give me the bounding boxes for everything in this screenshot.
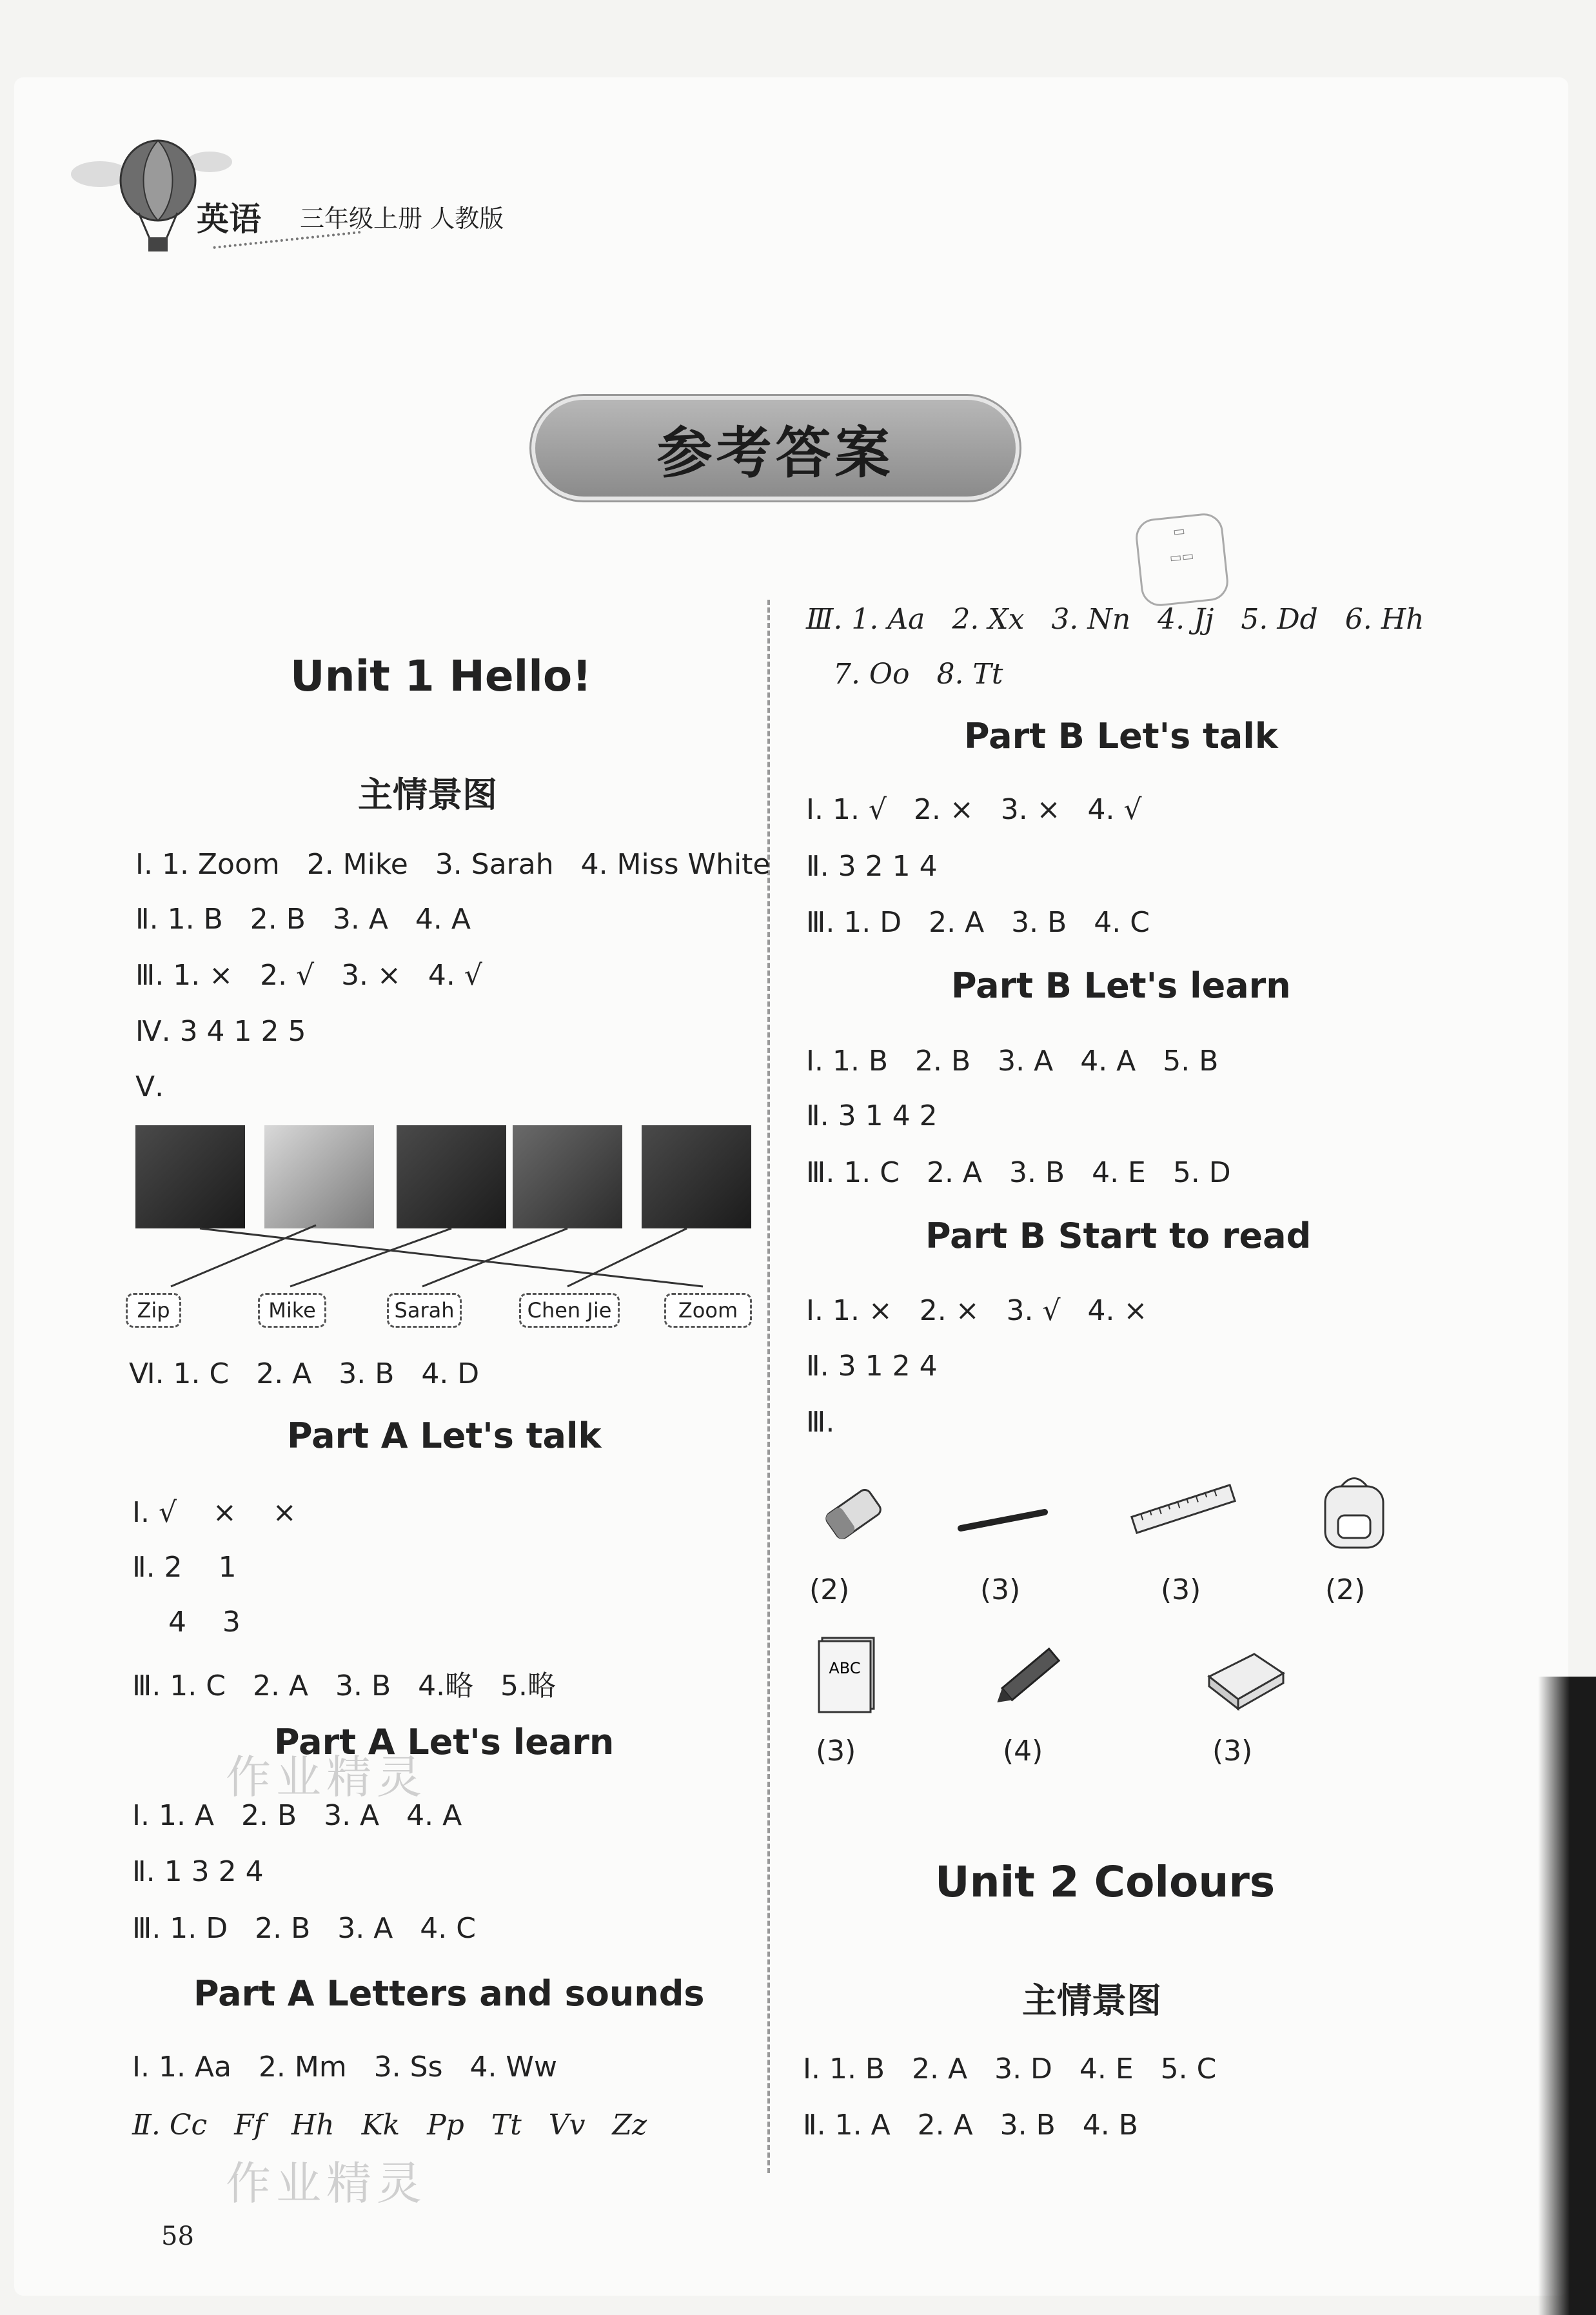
crayon-icon — [987, 1635, 1077, 1712]
unit-title: Unit 1 Hello! — [290, 651, 592, 701]
match-label: Mike — [258, 1293, 326, 1328]
answer-line: Ⅱ. 3 1 2 4 — [806, 1350, 938, 1383]
answer-line: Ⅴ. — [135, 1070, 164, 1103]
subject-label: 英语 — [197, 200, 261, 238]
syllable-count: (2) — [1325, 1573, 1366, 1606]
watermark: 作业精灵 — [226, 2157, 427, 2210]
answer-line-handwriting: Ⅲ. 1. Aa 2. Xx 3. Nn 4. Jj 5. Dd 6. Hh — [806, 603, 1424, 636]
answer-line: Ⅱ. 1. B 2. B 3. A 4. A — [135, 903, 471, 936]
answer-line: Ⅵ. 1. C 2. A 3. B 4. D — [129, 1357, 480, 1390]
section-title: Part B Let's learn — [951, 965, 1291, 1006]
syllable-count: (2) — [809, 1573, 850, 1606]
answer-line: Ⅱ. 3 2 1 4 — [806, 850, 938, 883]
page-number: 58 — [161, 2221, 194, 2251]
section-title: 主情景图 — [1022, 1980, 1161, 2021]
section-title: Part A Let's talk — [287, 1415, 602, 1456]
stamp-icon: ▭ ▭▭ — [1134, 511, 1230, 607]
syllable-count: (3) — [1212, 1735, 1253, 1768]
syllable-count: (3) — [816, 1735, 856, 1768]
answer-line: Ⅰ. 1. A 2. B 3. A 4. A — [132, 1799, 462, 1832]
answer-line: Ⅲ. 1. × 2. √ 3. × 4. √ — [135, 959, 482, 992]
answer-line: Ⅰ. √ × × — [132, 1496, 297, 1529]
svg-text:ABC: ABC — [829, 1659, 861, 1677]
answer-line: Ⅲ. 1. D 2. B 3. A 4. C — [132, 1912, 476, 1945]
pencil-box-icon — [1196, 1638, 1293, 1715]
answer-line: Ⅱ. 2 1 — [132, 1551, 237, 1584]
book-icon — [813, 1631, 883, 1715]
pen-icon — [954, 1499, 1051, 1538]
section-title: 主情景图 — [358, 774, 497, 815]
school-bag-icon — [1315, 1470, 1393, 1554]
answer-line: Ⅱ. 1. A 2. A 3. B 4. B — [803, 2109, 1138, 2142]
match-label: Zoom — [664, 1293, 752, 1328]
answer-line: Ⅰ. 1. B 2. B 3. A 4. A 5. B — [806, 1045, 1219, 1078]
section-title: Part B Start to read — [925, 1216, 1312, 1256]
syllable-count: (3) — [1161, 1573, 1201, 1606]
match-label: Zip — [126, 1293, 181, 1328]
grade-label: 三年级上册 人教版 — [300, 204, 504, 233]
section-title: Part A Letters and sounds — [193, 1973, 705, 2014]
answer-line: Ⅱ. 1 3 2 4 — [132, 1855, 264, 1888]
match-label: Chen Jie — [519, 1293, 620, 1328]
ruler-icon — [1125, 1480, 1241, 1538]
answer-line: Ⅲ. 1. C 2. A 3. B 4.略 5.略 — [132, 1670, 557, 1702]
answer-line: Ⅱ. 3 1 4 2 — [806, 1099, 938, 1132]
answer-line: Ⅰ. 1. Aa 2. Mm 3. Ss 4. Ww — [132, 2051, 557, 2084]
answer-line: Ⅰ. 1. B 2. A 3. D 4. E 5. C — [803, 2053, 1217, 2085]
unit-title: Unit 2 Colours — [935, 1857, 1276, 1907]
answer-line-handwriting: Ⅱ. Cc Ff Hh Kk Pp Tt Vv Zz — [132, 2109, 647, 2142]
answer-line: Ⅲ. 1. C 2. A 3. B 4. E 5. D — [806, 1156, 1231, 1189]
answer-line: Ⅰ. 1. Zoom 2. Mike 3. Sarah 4. Miss White — [135, 848, 771, 881]
answer-line: Ⅰ. 1. √ 2. × 3. × 4. √ — [806, 793, 1142, 826]
scan-shadow-edge — [1538, 1677, 1596, 2315]
answer-line-handwriting: 7. Oo 8. Tt — [806, 658, 1003, 691]
watermark: 作业精灵 — [226, 1751, 427, 1804]
section-title: Part A Let's learn — [274, 1722, 615, 1762]
match-label: Sarah — [387, 1293, 462, 1328]
answer-line: Ⅰ. 1. × 2. × 3. √ 4. × — [806, 1294, 1148, 1327]
answer-line: Ⅲ. 1. D 2. A 3. B 4. C — [806, 906, 1150, 939]
answer-line: Ⅲ. — [806, 1406, 835, 1439]
answer-line: 4 3 — [132, 1606, 241, 1639]
syllable-count: (4) — [1003, 1735, 1043, 1768]
answer-line: Ⅳ. 3 4 1 2 5 — [135, 1015, 306, 1048]
syllable-count: (3) — [980, 1573, 1021, 1606]
section-title: Part B Let's talk — [964, 716, 1278, 756]
page-title: 参考答案 — [656, 420, 894, 486]
eraser-icon — [816, 1483, 893, 1548]
